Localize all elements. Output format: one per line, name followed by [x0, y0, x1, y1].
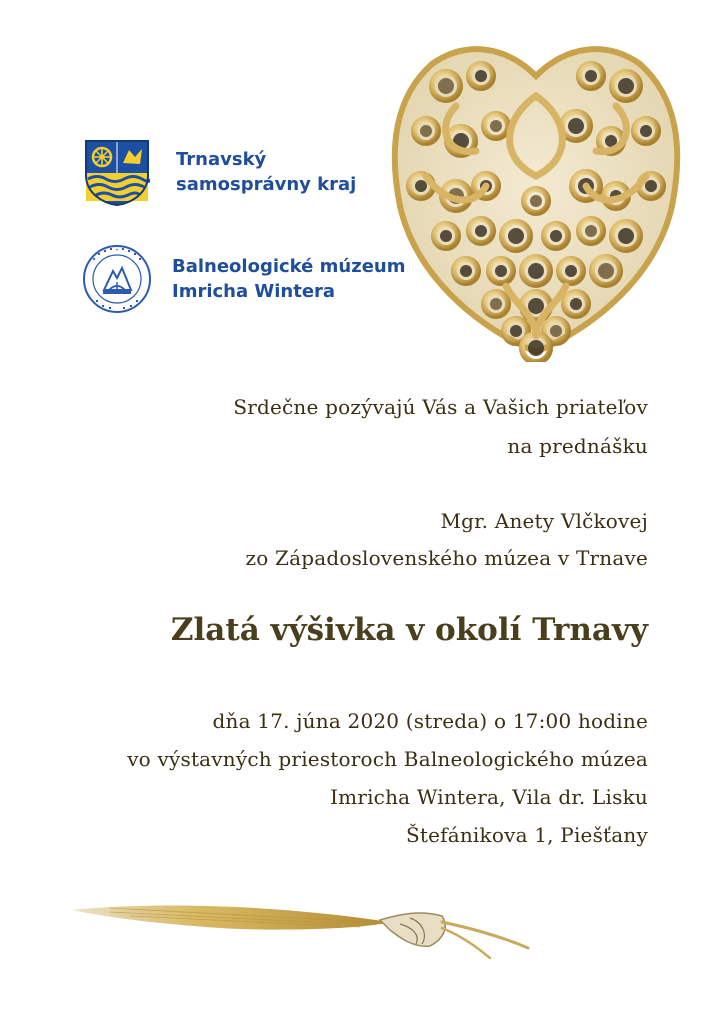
museum-logo — [82, 244, 405, 314]
museum-seal-icon — [82, 244, 152, 314]
museum-name-line2: Imricha Wintera — [172, 281, 336, 302]
speaker-affiliation: zo Západoslovenského múzea v Trnave — [245, 546, 648, 570]
gold-embroidery-ornament — [386, 36, 686, 362]
event-date: dňa 17. júna 2020 (streda) o 17:00 hodine — [212, 709, 648, 733]
region-logo — [82, 137, 356, 207]
event-venue-line-1: vo výstavných priestoroch Balneologického múzea — [127, 747, 648, 771]
gold-tassel-decoration — [70, 892, 530, 962]
region-name-line2: samosprávny kraj — [176, 174, 357, 195]
invitation-line-1: Srdečne pozývajú Vás a Vašich priateľov — [233, 395, 648, 419]
invitation-line-2: na prednášku — [507, 434, 648, 458]
region-name — [176, 147, 356, 197]
region-name-line1: Trnavský — [176, 149, 267, 170]
coat-of-arms-icon — [82, 137, 152, 207]
museum-name-line1: Balneologické múzeum — [172, 256, 406, 277]
lecture-title: Zlatá výšivka v okolí Trnavy — [170, 612, 648, 648]
event-address: Štefánikova 1, Piešťany — [405, 823, 648, 847]
museum-name — [172, 254, 405, 304]
speaker-name: Mgr. Anety Vlčkovej — [440, 509, 648, 533]
event-venue-line-2: Imricha Wintera, Vila dr. Lisku — [330, 785, 648, 809]
